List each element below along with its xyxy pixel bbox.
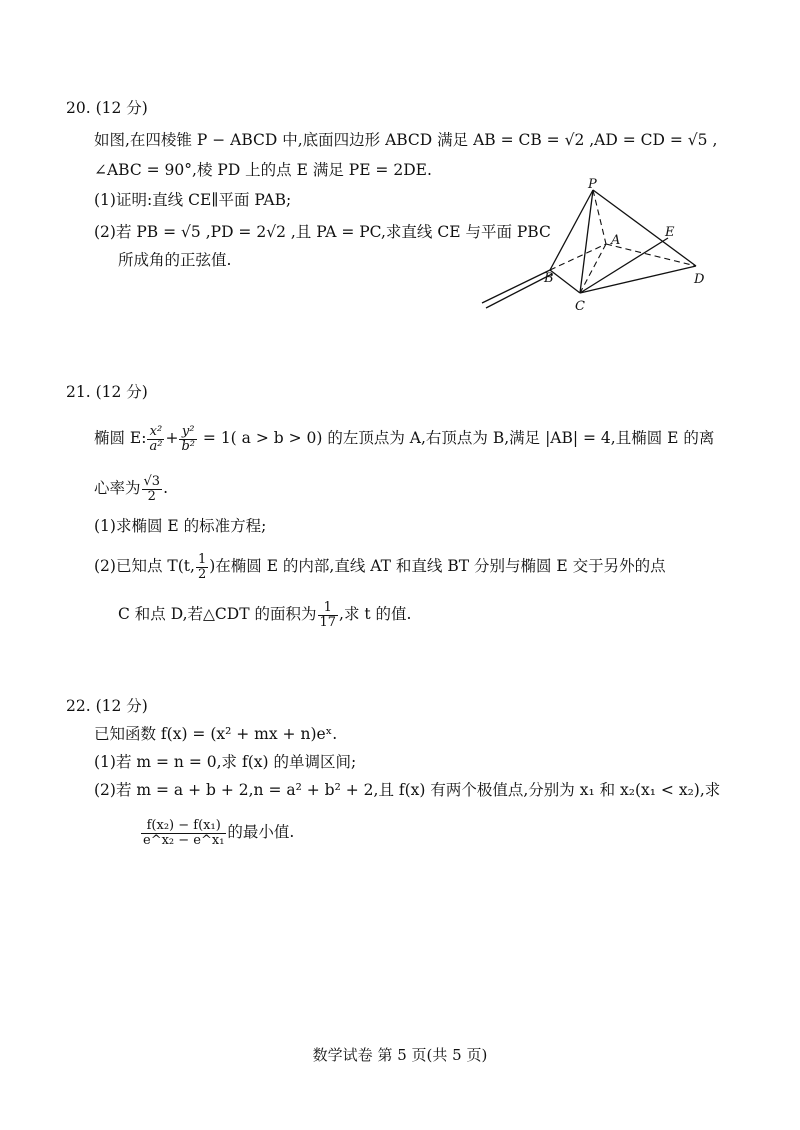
q20-text-line2: ∠ABC = 90°,棱 PD 上的点 E 满足 PE = 2DE. xyxy=(94,161,432,179)
q21-part2-line2-pre: C 和点 D,若△CDT 的面积为 xyxy=(118,605,317,623)
q22-part1: (1)若 m = n = 0,求 f(x) 的单调区间; xyxy=(94,753,357,771)
q20-header: 20. (12 分) xyxy=(66,99,148,117)
q21-line1-pre: 椭圆 E: xyxy=(94,429,147,447)
q20-part2-b: 所成角的正弦值. xyxy=(118,251,232,269)
q22-part2: (2)若 m = a + b + 2,n = a² + b² + 2,且 f(x) 有两个极值点,分别为 x₁ 和 x₂(x₁ < x₂),求 xyxy=(94,781,721,799)
x2-over-a2: $\frac{\text{x²}}{\text{a²}}$ xyxy=(149,423,163,454)
label-D: D xyxy=(694,272,705,287)
page-footer: 数学试卷 第 5 页(共 5 页) xyxy=(312,1046,488,1064)
eccentricity-fraction: $\frac{√3}{2}$ xyxy=(143,473,161,504)
q21-text-line2: 心率为 $\frac{√3}{2}$ . xyxy=(94,473,169,504)
ratio-fraction: $\frac{\text{f(x₂) − f(x₁)}}{\text{e\textasciicircum{}x₂ − e\textasciicircum{}x₁}}$ xyxy=(143,817,225,848)
label-B: B xyxy=(544,271,554,286)
q20-text-line1: 如图,在四棱锥 P − ABCD 中,底面四边形 ABCD 满足 AB = CB = √2 ,AD = CD = √5 , xyxy=(94,131,718,149)
label-C: C xyxy=(575,299,585,314)
q21-part2-line2-post: ,求 t 的值. xyxy=(339,605,412,623)
q20-part2-a: (2)若 PB = √5 ,PD = 2√2 ,且 PA = PC,求直线 CE 与平面 PBC xyxy=(94,223,551,241)
q22-ratio-post: 的最小值. xyxy=(227,823,295,841)
y2-over-b2: $\frac{\text{y²}}{\text{b²}}$ xyxy=(181,423,195,454)
q21-text-line1: 椭圆 E: $\frac{\text{x²}}{\text{a²}}$ + $\frac{\text{y²}}{\text{b²}}$ = 1( a > b > 0) 的左顶点为 A,右顶点为 B,满足 |AB| = 4,且椭圆 E 的离 xyxy=(94,423,715,454)
q21-part2-post: )在椭圆 E 的内部,直线 AT 和直线 BT 分别与椭圆 E 交于另外的点 xyxy=(209,557,666,575)
q22-ratio-line xyxy=(140,812,294,852)
pyramid-figure xyxy=(478,178,738,318)
q21-line1-post: = 1( a > b > 0) 的左顶点为 A,右顶点为 B,满足 |AB| = 4,且椭圆 E 的离 xyxy=(197,429,715,447)
half-fraction: $\frac{1}{2}$ xyxy=(197,551,207,582)
label-P: P xyxy=(588,178,597,192)
label-A: A xyxy=(611,233,621,248)
area-fraction: $\frac{1}{17}$ xyxy=(319,599,337,630)
q21-part2-pre: (2)已知点 T(t, xyxy=(94,557,195,575)
q22-header: 22. (12 分) xyxy=(66,697,148,715)
q21-part2-line1 xyxy=(94,548,666,584)
q21-part2-line2 xyxy=(118,596,411,632)
q21-line2-pre: 心率为 xyxy=(94,479,141,497)
q22-text-line1: 已知函数 f(x) = (x² + mx + n)eˣ. xyxy=(94,725,338,743)
q20-part1: (1)证明:直线 CE∥平面 PAB; xyxy=(94,191,292,209)
q21-part1: (1)求椭圆 E 的标准方程; xyxy=(94,517,267,535)
q21-header: 21. (12 分) xyxy=(66,383,148,401)
label-E: E xyxy=(665,225,675,240)
